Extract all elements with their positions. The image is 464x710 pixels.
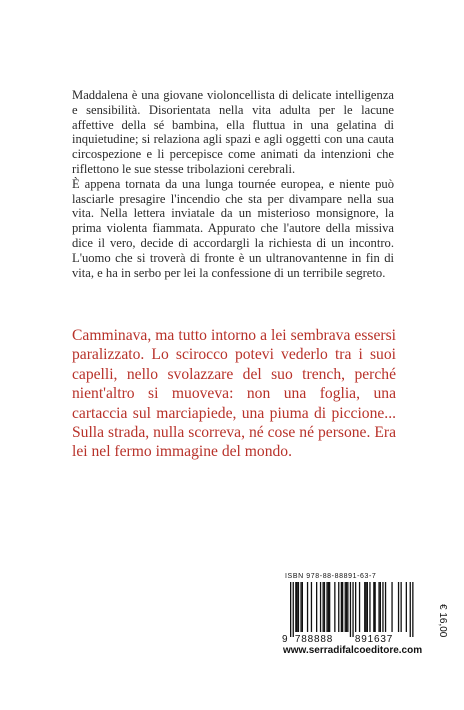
price-label: € 16,00 [437,604,448,638]
barcode-bar [290,582,291,637]
barcode-bar [385,582,386,632]
publisher-website: www.serradifalcoeditore.com [283,645,423,656]
isbn-barcode [280,573,430,645]
synopsis-paragraph-2: È appena tornata da una lunga tournée europea, e niente può lasciarle presagire l'incendio che sta per divampare nella sua vita. Nella lettera inviatale da un misterioso monsignore, la prima violenta fiammata. Appurato che l'autore della missiva dice il vero, decide di accordargli la richiesta di un incontro. L'uomo che si troverà di fronte è un ultranovantenne in fin di vita, e ha in serbo per lei la confessione di un terribile segreto. [72,176,394,280]
barcode-bar [369,582,370,632]
barcode-bar [382,582,383,632]
barcode-bar [347,582,348,632]
barcode-bar [350,582,351,637]
barcode-bar [365,582,366,632]
barcode-bar [378,582,379,632]
barcode-bar [334,582,335,632]
barcode-bar [295,582,296,632]
synopsis-paragraph-1: Maddalena è una giovane violoncellista di delicate intelligenza e sensibilità. Disorientata nella vita adulta per le lacune affettive della sé bambina, ella fluttua in una gelatina di inquietudine; si relaziona agli spazi e agli oggetti con una cauta circospezione e li percepisce come animati da intenzioni che riflettono le sue stesse tribolazioni cerebrali. [72,88,394,176]
barcode-bar [373,582,374,632]
barcode-bar [298,582,299,632]
barcode-bar [329,582,330,632]
isbn-label: ISBN 978-88-88891-63-7 [285,573,377,580]
barcode-digits-right: 891637 [354,634,394,644]
barcode-bar [367,582,368,632]
barcode-bar [406,582,407,632]
barcode-bar [398,582,399,632]
barcode-bar [375,582,376,632]
barcode-bar [380,582,381,632]
barcode-bar [293,582,294,637]
barcode-bar [345,582,346,632]
barcode-bar [346,582,347,632]
barcode-bar [355,582,356,632]
barcode-bar [307,582,308,632]
barcode-bar [338,582,339,632]
barcode-bar [323,582,324,632]
barcode-bar [359,582,360,632]
barcode-bar [326,582,327,632]
barcode-bar [412,582,413,637]
excerpt-quote: Camminava, ma tutto intorno a lei sembrava essersi paralizzato. Lo scirocco potevi vederlo tra i suoi capelli, nello svolazzare del suo trench, perché nient'altro si muoveva: non una foglia, una cartaccia sul marciapiede, una piuma di piccione... Sulla strada, nulla scorreva, né cose né persone. Era lei nel fermo immagine del mondo. [72,327,396,461]
barcode-bar [316,582,317,632]
barcode-bar [401,582,402,632]
barcode-bar [302,582,303,632]
barcode-bar [352,582,353,637]
barcode-bar [300,582,301,632]
barcode-bar [364,582,365,632]
barcode-bar [341,582,342,632]
barcode-bar [297,582,298,632]
barcode-bar [391,582,392,632]
barcode-bar [410,582,411,637]
barcode-digits-left: 788888 [294,634,334,644]
barcode-bar [328,582,329,632]
barcode-bar [324,582,325,632]
barcode-bar [311,582,312,632]
synopsis-text [72,88,394,280]
barcode-bar [320,582,321,632]
barcode-graphic [280,582,430,644]
barcode-digit-first: 9 [282,634,288,644]
barcode-bar [342,582,343,632]
